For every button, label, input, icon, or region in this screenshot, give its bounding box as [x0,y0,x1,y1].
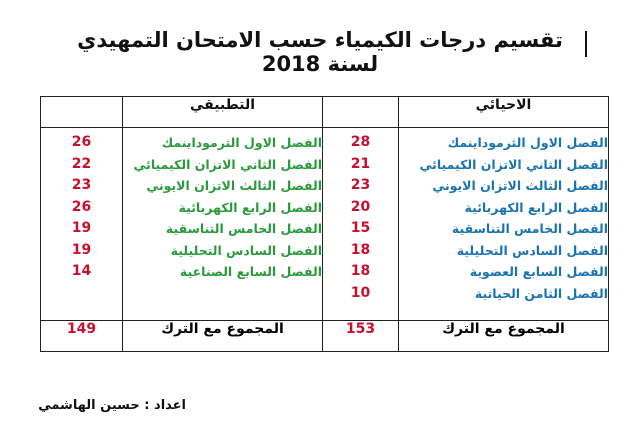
ahyai-score: 18 [350,241,371,258]
tatbiqi-score: 22 [71,155,92,172]
ahyai-score: 20 [350,198,371,215]
tatbiqi-chapter: الفصل السابع الصناعية [179,264,322,279]
ahyai-chapter: الفصل الثالث الاتزان الايوني [432,178,608,193]
tatbiqi-chapter: الفصل الرابع الكهربائية [178,199,322,215]
grades-table [40,96,609,352]
body-row [41,128,609,321]
ahyai-chapter: الفصل الخامس التناسقية [451,221,608,236]
tatbiqi-header: التطبيقي [123,97,323,128]
tatbiqi-score: 14 [71,263,92,279]
tatbiqi-score-header [41,97,123,128]
ahyai-score-header [323,97,399,128]
tatbiqi-score: 26 [71,134,92,150]
tatbiqi-scores [41,128,123,321]
ahyai-chapter: الفصل الاول الثرموداينمك [447,135,608,150]
ahyai-chapter: الفصل السابع العضوية [469,264,608,279]
ahyai-score: 23 [350,177,371,193]
ahyai-score: 21 [350,155,371,172]
ahyai-header: الاحيائي [399,97,609,128]
tatbiqi-score: 23 [71,177,92,193]
ahyai-chapter: الفصل السادس التحليلية [456,242,608,258]
tatbiqi-total-label: المجموع مع الترك [123,321,323,352]
tatbiqi-chapter: الفصل الثالث الاتزان الايوني [146,178,322,193]
ahyai-chapter: الفصل الرابع الكهربائية [464,199,608,215]
ahyai-chapters [399,128,609,321]
tatbiqi-chapter: الفصل الاول الثرموداينمك [161,135,322,150]
ahyai-chapter: الفصل الثامن الحياتية [474,285,608,301]
ahyai-total: 153 [323,321,399,352]
ahyai-score: 28 [350,134,371,150]
text-cursor [585,31,587,57]
author-credit: اعداد : حسين الهاشمي [38,398,186,413]
tatbiqi-score: 19 [71,241,92,258]
tatbiqi-total: 149 [41,321,123,352]
tatbiqi-chapters [123,128,323,321]
tatbiqi-score: 26 [71,198,92,215]
ahyai-score: 10 [350,284,371,301]
ahyai-chapter: الفصل الثاني الاتزان الكيميائي [419,156,608,172]
tatbiqi-score: 19 [71,220,92,236]
total-row [41,321,609,352]
tatbiqi-chapter: الفصل الخامس التناسقية [165,221,322,236]
tatbiqi-chapter: الفصل السادس التحليلية [170,242,322,258]
ahyai-total-label: المجموع مع الترك [399,321,609,352]
ahyai-score: 18 [350,263,371,279]
ahyai-scores [323,128,399,321]
tatbiqi-chapter: الفصل الثاني الاتزان الكيميائي [133,156,322,172]
ahyai-score: 15 [350,220,371,236]
header-row [41,97,609,128]
page-title: تقسيم درجات الكيمياء حسب الامتحان التمهيدي لسنة 2018 [77,28,563,76]
